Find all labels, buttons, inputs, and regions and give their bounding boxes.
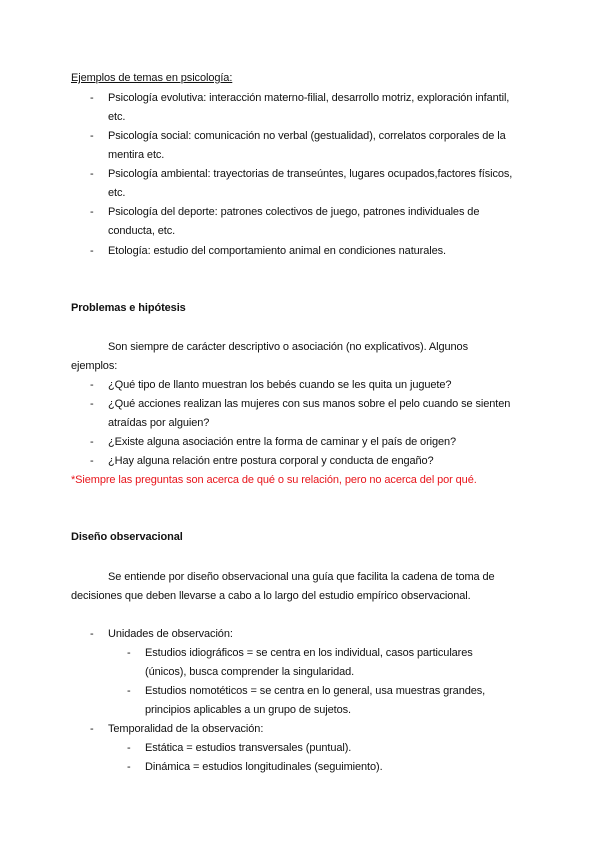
examples-heading: Ejemplos de temas en psicología: <box>71 72 233 84</box>
bullet-dash: - <box>90 723 94 735</box>
problems-note: *Siempre las preguntas son acerca de qué o su relación, pero no acerca del por qué. <box>71 474 477 486</box>
sub-bullet-dash: - <box>127 685 131 697</box>
design-intro-line-2: decisiones que deben llevarse a cabo a lo largo del estudio empírico observacional. <box>71 590 471 602</box>
bullet-dash: - <box>90 130 94 142</box>
problems-item-3-line-1: ¿Existe alguna asociación entre la forma de caminar y el país de origen? <box>108 436 457 448</box>
bullet-dash: - <box>90 455 94 467</box>
problems-item-2-line-2: atraídas por alguien? <box>108 417 210 429</box>
problems-intro-line-1: Son siempre de carácter descriptivo o asociación (no explicativos). Algunos <box>108 341 468 353</box>
examples-item-3-line-1: Psicología ambiental: trayectorias de transeúntes, lugares ocupados,factores físicos, <box>108 168 513 180</box>
problems-intro-line-2: ejemplos: <box>71 360 118 372</box>
examples-item-2-line-2: mentira etc. <box>108 149 165 161</box>
examples-item-4-line-2: conducta, etc. <box>108 225 176 237</box>
problems-item-2-line-1: ¿Qué acciones realizan las mujeres con sus manos sobre el pelo cuando se sienten <box>108 398 511 410</box>
bullet-dash: - <box>90 92 94 104</box>
temporality-item-2: Dinámica = estudios longitudinales (seguimiento). <box>145 761 383 773</box>
examples-item-3-line-2: etc. <box>108 187 126 199</box>
problems-heading: Problemas e hipótesis <box>71 302 186 314</box>
units-item-2-line-1: Estudios nomotéticos = se centra en lo general, usa muestras grandes, <box>145 685 486 697</box>
design-intro-line-1: Se entiende por diseño observacional una guía que facilita la cadena de toma de <box>108 571 495 583</box>
examples-item-1-line-2: etc. <box>108 111 126 123</box>
sub-bullet-dash: - <box>127 647 131 659</box>
problems-item-1-line-1: ¿Qué tipo de llanto muestran los bebés cuando se les quita un juguete? <box>108 379 452 391</box>
design-heading: Diseño observacional <box>71 531 183 543</box>
units-item-1-line-1: Estudios idiográficos = se centra en los individual, casos particulares <box>145 647 473 659</box>
bullet-dash: - <box>90 628 94 640</box>
problems-item-4-line-1: ¿Hay alguna relación entre postura corporal y conducta de engaño? <box>108 455 434 467</box>
bullet-dash: - <box>90 245 94 257</box>
temporality-label: Temporalidad de la observación: <box>108 723 264 735</box>
units-item-2-line-2: principios aplicables a un grupo de sujetos. <box>145 704 351 716</box>
units-item-1-line-2: (únicos), busca comprender la singularidad. <box>145 666 355 678</box>
examples-item-5-line-1: Etología: estudio del comportamiento animal en condiciones naturales. <box>108 245 446 257</box>
bullet-dash: - <box>90 379 94 391</box>
bullet-dash: - <box>90 398 94 410</box>
examples-item-4-line-1: Psicología del deporte: patrones colectivos de juego, patrones individuales de <box>108 206 480 218</box>
temporality-item-1: Estática = estudios transversales (puntual). <box>145 742 352 754</box>
examples-item-2-line-1: Psicología social: comunicación no verbal (gestualidad), correlatos corporales de la <box>108 130 506 142</box>
bullet-dash: - <box>90 436 94 448</box>
sub-bullet-dash: - <box>127 761 131 773</box>
units-label: Unidades de observación: <box>108 628 233 640</box>
bullet-dash: - <box>90 206 94 218</box>
sub-bullet-dash: - <box>127 742 131 754</box>
bullet-dash: - <box>90 168 94 180</box>
examples-item-1-line-1: Psicología evolutiva: interacción materno-filial, desarrollo motriz, exploración infantil, <box>108 92 510 104</box>
